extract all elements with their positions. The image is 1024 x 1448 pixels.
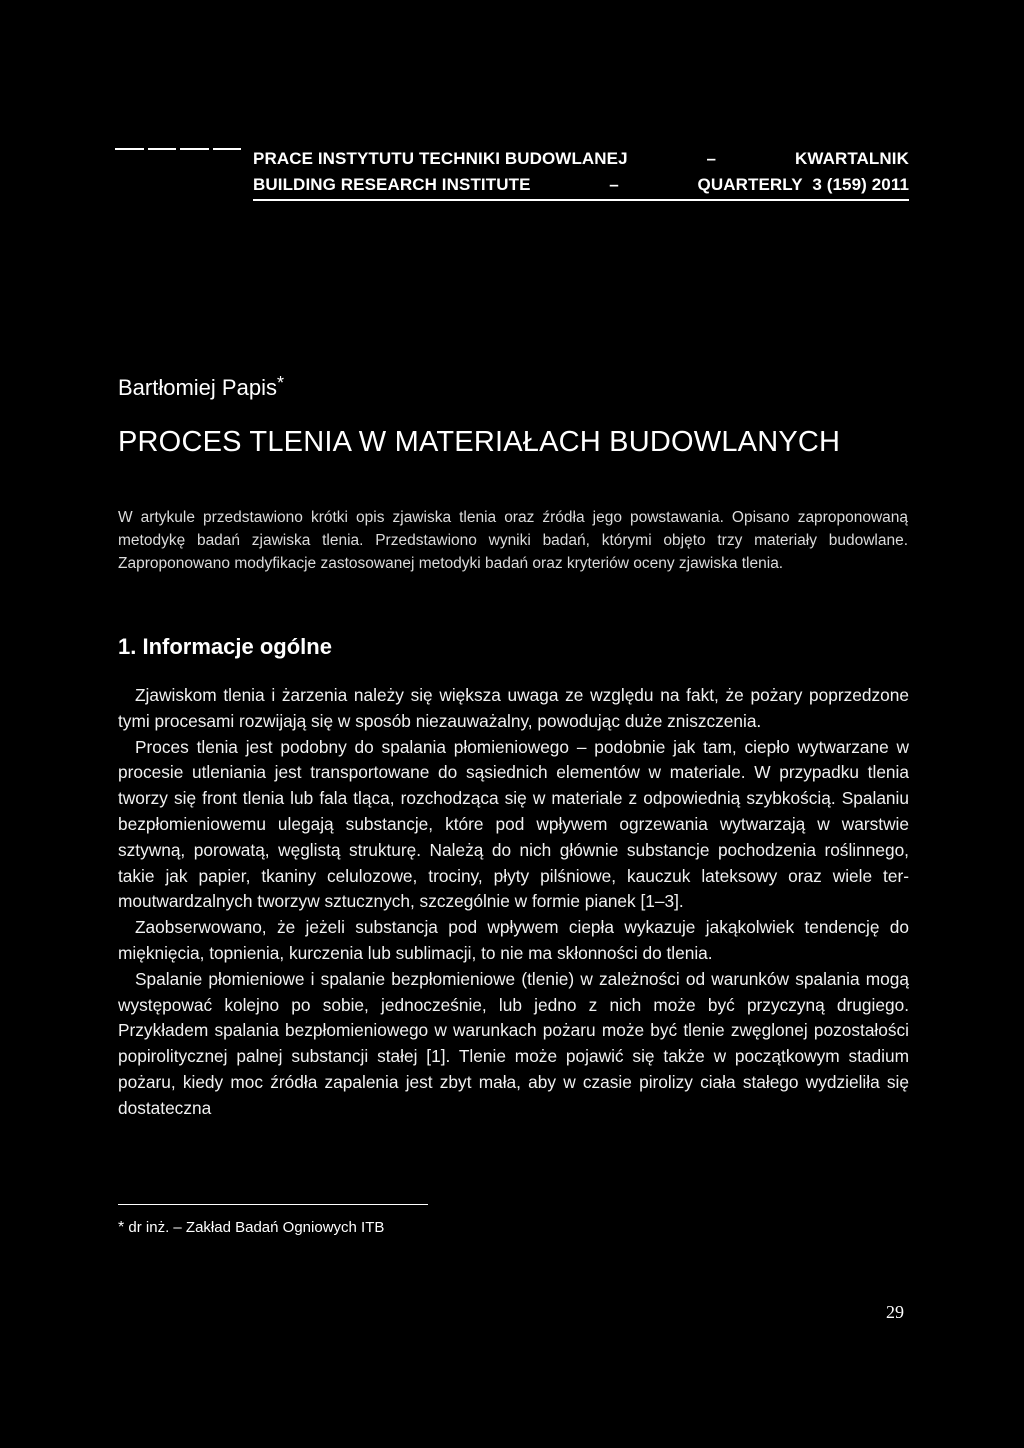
page-number: 29 (886, 1302, 904, 1322)
paragraph: Zaobserwowano, że jeżeli substancja pod wpływem ciepła wykazuje jakąkolwiek tendencję do mięknięcia, topnienia, kurczenia lub sublimacji, to nie ma skłonności do tlenia. (118, 917, 909, 963)
journal-frequency: KWARTALNIK (794, 149, 909, 168)
footnote-mark: * (118, 1219, 125, 1236)
paragraph: Spalanie płomieniowe i spalanie bezpłomieniowe (tlenie) w zależności od warunków spalania mogą występować kolejno po sobie, jednocześnie, lub jedno z nich może być przyczyną drugiego. Przykładem spalania bezpłomieniowego w warunkach pożaru może być tlenie zwęglonej pozostałości popirolitycznej palnej substancji stałej [1]. Tlenie może pojawić się także w początkowym stadium pożaru, kiedy moc źródła zapalenia jest zbyt mała, aby w czasie pirolizy ciała stałego wydzieliła się dostateczna (118, 968, 909, 1118)
section-body (118, 683, 909, 1122)
header-separator: – (706, 149, 717, 168)
abstract: W artykule przedstawiono krótki opis zjawiska tlenia oraz źródła jego powstawania. Opisano zaproponowaną metodykę badań zjawiska tlenia. Przedstawiono wyniki badań, którymi objęto trzy materiały budowlane. Zaproponowano modyfikacje zastosowanej metodyki badań oraz kryteriów oceny zjawiska tlenia. (118, 509, 908, 572)
footnote (118, 1219, 384, 1237)
article-title: PROCES TLENIA W MATERIAŁACH BUDOWLANYCH (118, 426, 841, 458)
header-decoration (115, 148, 241, 152)
paragraph: Proces tlenia jest podobny do spalania płomieniowego – podobnie jak tam, ciepło wytwarzane w procesie utleniania jest transportowane do sąsiednich elementów w materiale. W przypadku tlenia tworzy się front tlenia lub fala tląca, rozchodząca się w materiale z odpowiednią szybkością. Spalaniu bezpłomieniowemu ulegają substancje, które pod wpływem ogrzewania wytwarzają w warstwie sztywną, porowatą, węglistą strukturę. Należą do nich głównie substancje pochodzenia roślinnego, takie jak papier, tkaniny celulozowe, trociny, płyty pilśniowe, kauczuk lateksowy oraz wiele termoutwardzalnych tworzyw sztucznych, szczególnie w formie pianek [1–3]. (118, 736, 909, 912)
header-rule (253, 199, 909, 201)
journal-issue: 3 (159) 2011 (812, 175, 909, 194)
journal-header-line-1 (253, 146, 909, 172)
journal-header (253, 146, 909, 201)
author-name: Bartłomiej Papis* (118, 373, 284, 400)
author-footnote-mark: * (276, 373, 284, 393)
footnote-text: dr inż. – Zakład Badań Ogniowych ITB (128, 1219, 385, 1236)
journal-header-line-2 (253, 172, 909, 198)
paragraph: Zjawiskom tlenia i żarzenia należy się większa uwaga ze względu na fakt, że pożary poprzedzone tymi procesami rozwijają się w sposób niezauważalny, powodując duże zniszczenia. (118, 685, 909, 731)
journal-name-pl: PRACE INSTYTUTU TECHNIKI BUDOWLANEJ (253, 149, 628, 168)
footnote-divider (118, 1204, 428, 1205)
header-separator: – (609, 175, 619, 194)
section-heading: 1. Informacje ogólne (118, 634, 332, 659)
journal-frequency-en: QUARTERLY 3 (159) 2011 (697, 175, 909, 194)
journal-name-en: BUILDING RESEARCH INSTITUTE (253, 175, 531, 194)
